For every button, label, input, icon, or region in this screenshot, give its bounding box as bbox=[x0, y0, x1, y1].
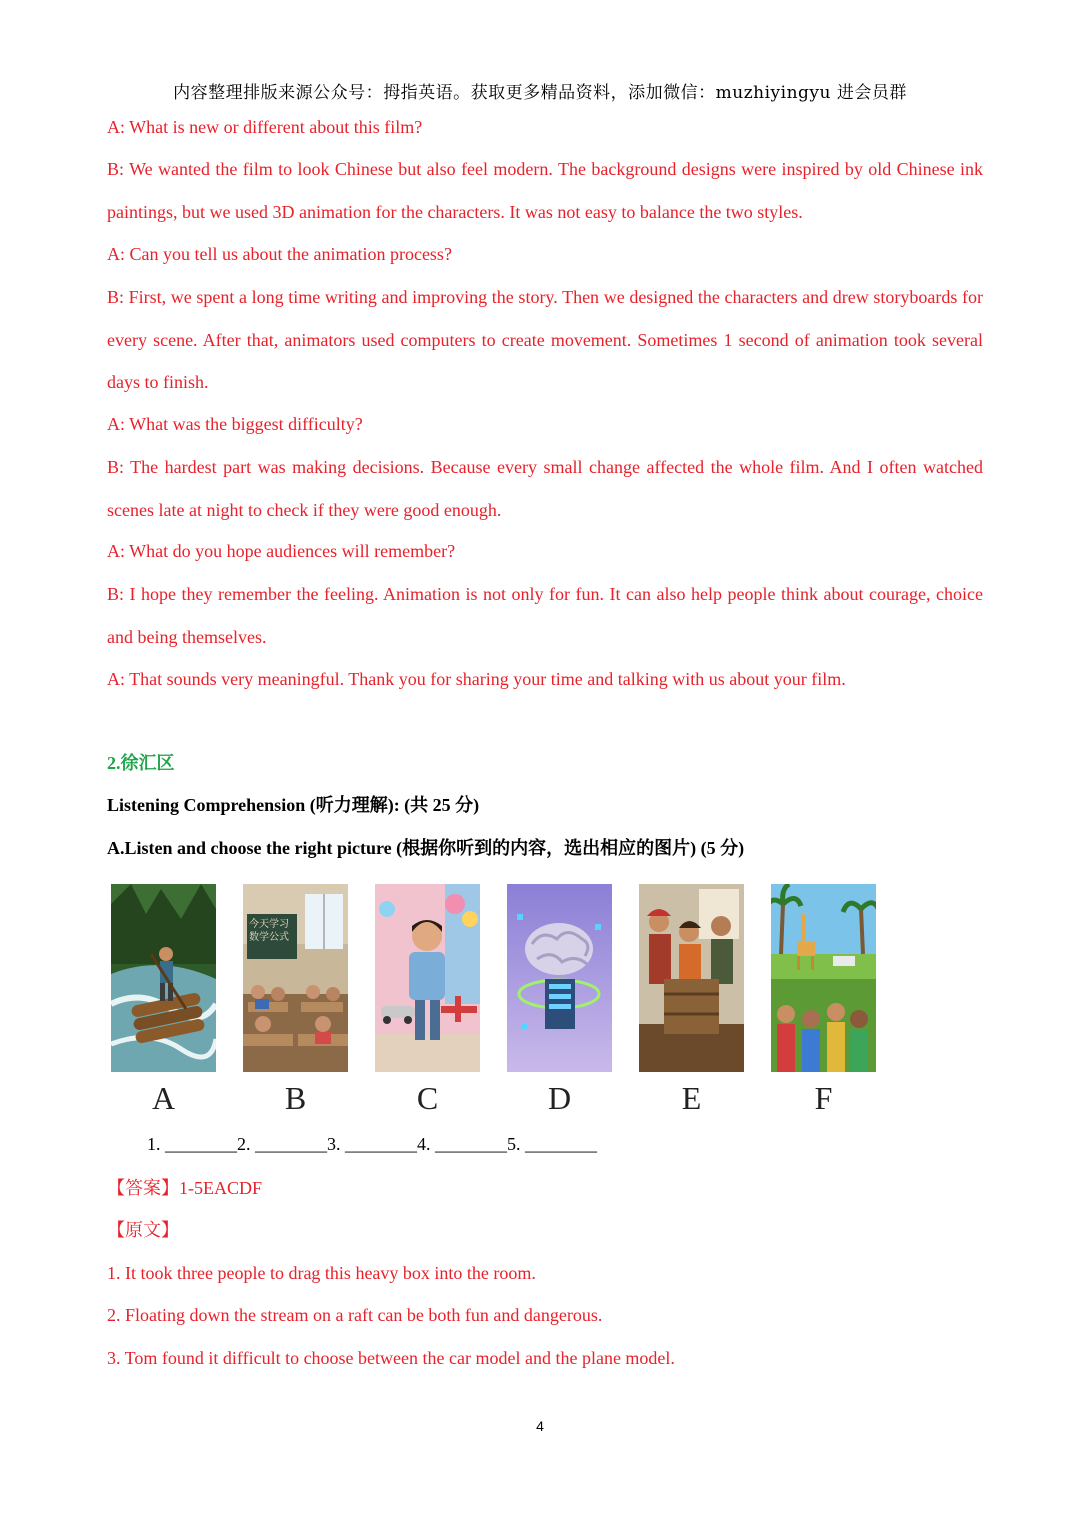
answer-key: 【答案】1-5EACDF bbox=[107, 1178, 263, 1198]
dialogue-line: A: What is new or different about this film? bbox=[107, 117, 423, 137]
dialogue-line: A: What do you hope audiences will remember? bbox=[107, 541, 456, 561]
picture-label: A bbox=[151, 1080, 176, 1116]
classroom-picture bbox=[243, 884, 348, 1072]
dialogue-line: B: The hardest part was making decisions. Because every small change affected the whole film. And I often watched scenes late at night to check if they were good enough. bbox=[107, 457, 983, 520]
people-dragging-box-picture bbox=[639, 884, 744, 1072]
picture-label: E bbox=[681, 1080, 702, 1116]
brain-computer-picture bbox=[507, 884, 612, 1072]
dialogue-line: B: First, we spent a long time writing and improving the story. Then we designed the characters and drew storyboards for every scene. After that, animators used computers to create movement. Sometimes 1 second of animation took several days to finish. bbox=[107, 287, 983, 392]
page-number: 4 bbox=[536, 1418, 544, 1434]
sub-title: A.Listen and choose the right picture (根据你听到的内容，选出相应的图片) (5 分) bbox=[107, 838, 745, 858]
part-title: Listening Comprehension (听力理解): (共 25 分) bbox=[107, 795, 480, 815]
picture-label: B bbox=[284, 1080, 307, 1116]
original-text-label: 【原文】 bbox=[107, 1220, 179, 1240]
district-heading: 2.徐汇区 bbox=[107, 753, 175, 773]
picture-row bbox=[111, 884, 891, 1114]
page-header: 内容整理排版来源公众号：拇指英语。获取更多精品资料，添加微信：muzhiyingyu 进会员群 bbox=[173, 83, 907, 103]
script-line: 2. Floating down the stream on a raft can be both fun and dangerous. bbox=[107, 1305, 603, 1325]
picture-label: D bbox=[547, 1080, 572, 1116]
script-line: 1. It took three people to drag this heavy box into the room. bbox=[107, 1263, 536, 1283]
picture-label: F bbox=[814, 1080, 833, 1116]
dialogue-line: A: Can you tell us about the animation process? bbox=[107, 244, 452, 264]
zoo-giraffe-picture bbox=[771, 884, 876, 1072]
dialogue-line: A: What was the biggest difficulty? bbox=[107, 414, 363, 434]
dialogue-line: B: We wanted the film to look Chinese but also feel modern. The background designs were inspired by old Chinese ink paintings, but we used 3D animation for the characters. It was not easy to balance the two styles. bbox=[107, 159, 983, 222]
dialogue-line: B: I hope they remember the feeling. Animation is not only for fun. It can also help people think about courage, choice and being themselves. bbox=[107, 584, 983, 647]
board-text: 今天学习数学公式 bbox=[249, 919, 289, 943]
script-line: 3. Tom found it difficult to choose between the car model and the plane model. bbox=[107, 1348, 675, 1368]
raft-river-picture bbox=[111, 884, 216, 1072]
boy-toy-models-picture bbox=[375, 884, 480, 1072]
dialogue-line: A: That sounds very meaningful. Thank you for sharing your time and talking with us about your film. bbox=[107, 669, 846, 689]
answer-blanks: 1. ________2. ________3. ________4. ________5. ________ bbox=[147, 1134, 597, 1154]
picture-label: C bbox=[416, 1080, 439, 1116]
